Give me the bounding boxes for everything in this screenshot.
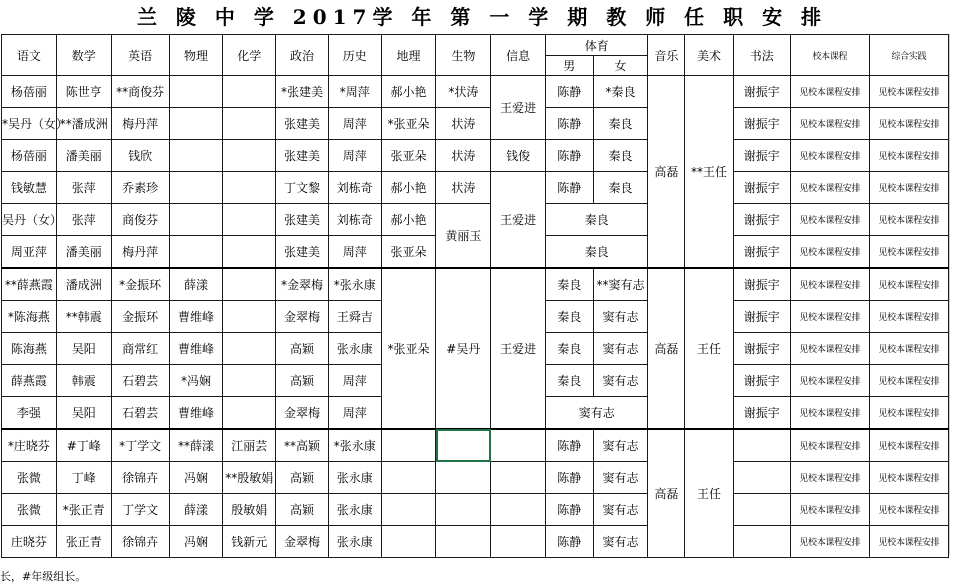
cell-tiyu[interactable]: 窦有志 bbox=[546, 397, 648, 430]
cell-zonghe[interactable]: 见校本课程安排 bbox=[869, 526, 948, 558]
cell-nan[interactable]: 陈静 bbox=[546, 526, 593, 558]
cell-shufa[interactable]: 谢振宇 bbox=[733, 76, 790, 108]
table-row bbox=[2, 204, 949, 236]
cell-yingyu[interactable]: 梅丹萍 bbox=[111, 236, 169, 269]
cell-wuli[interactable] bbox=[169, 108, 223, 140]
cell-shengwu[interactable]: 状涛 bbox=[436, 108, 491, 140]
cell-huaxue[interactable] bbox=[223, 236, 276, 269]
cell-zhengzhi[interactable]: 高颖 bbox=[276, 365, 329, 397]
cell-nan[interactable]: 秦良 bbox=[546, 333, 593, 365]
cell-shuxue[interactable]: 张正青 bbox=[56, 526, 111, 558]
cell-shufa[interactable]: 谢振宇 bbox=[733, 397, 790, 430]
cell-shufa[interactable]: 谢振宇 bbox=[733, 301, 790, 333]
cell-yuwen[interactable]: 吴丹（女） bbox=[2, 204, 57, 236]
cell-xiaoben[interactable]: 见校本课程安排 bbox=[790, 108, 869, 140]
cell-wuli[interactable] bbox=[169, 236, 223, 269]
cell-xinxi[interactable] bbox=[491, 462, 546, 494]
cell-shuxue[interactable]: 潘美丽 bbox=[56, 236, 111, 269]
cell-huaxue[interactable] bbox=[223, 365, 276, 397]
cell-shuxue[interactable]: 张萍 bbox=[56, 204, 111, 236]
cell-lishi[interactable]: 刘栋奇 bbox=[328, 172, 381, 204]
table-row bbox=[2, 494, 949, 526]
cell-yingyu[interactable]: *金振环 bbox=[111, 268, 169, 301]
cell-dili[interactable]: 张亚朵 bbox=[381, 140, 436, 172]
cell-shufa[interactable]: 谢振宇 bbox=[733, 204, 790, 236]
cell-huaxue[interactable] bbox=[223, 301, 276, 333]
cell-xiaoben[interactable]: 见校本课程安排 bbox=[790, 204, 869, 236]
cell-meishu[interactable]: 王任 bbox=[685, 268, 734, 429]
cell-zonghe[interactable]: 见校本课程安排 bbox=[869, 108, 948, 140]
cell-zonghe[interactable]: 见校本课程安排 bbox=[869, 204, 948, 236]
cell-zonghe[interactable]: 见校本课程安排 bbox=[869, 397, 948, 430]
cell-zhengzhi[interactable]: 高颖 bbox=[276, 333, 329, 365]
cell-xiaoben[interactable]: 见校本课程安排 bbox=[790, 140, 869, 172]
cell-zhengzhi[interactable]: *张建美 bbox=[276, 76, 329, 108]
cell-yuwen[interactable]: 薛燕霞 bbox=[2, 365, 57, 397]
cell-tiyu[interactable]: 秦良 bbox=[546, 236, 648, 269]
cell-nan[interactable]: 秦良 bbox=[546, 365, 593, 397]
cell-wuli[interactable]: 曹维峰 bbox=[169, 301, 223, 333]
cell-yuwen[interactable]: 杨蓓丽 bbox=[2, 140, 57, 172]
cell-yingyu[interactable]: 石碧芸 bbox=[111, 397, 169, 430]
cell-yingyu[interactable]: 丁学文 bbox=[111, 494, 169, 526]
cell-dili[interactable] bbox=[381, 462, 436, 494]
cell-xiaoben[interactable]: 见校本课程安排 bbox=[790, 494, 869, 526]
header-tiyu[interactable]: 体育 bbox=[546, 35, 648, 56]
cell-zhengzhi[interactable]: 丁文黎 bbox=[276, 172, 329, 204]
cell-huaxue[interactable] bbox=[223, 76, 276, 108]
cell-shuxue[interactable]: *张正青 bbox=[56, 494, 111, 526]
grid-edge bbox=[949, 34, 965, 555]
cell-nv[interactable]: 窦有志 bbox=[593, 462, 648, 494]
cell-huaxue[interactable]: 江丽芸 bbox=[223, 429, 276, 462]
cell-shufa[interactable]: 谢振宇 bbox=[733, 236, 790, 269]
cell-wuli[interactable] bbox=[169, 76, 223, 108]
cell-lishi[interactable]: *周萍 bbox=[328, 76, 381, 108]
cell-zonghe[interactable]: 见校本课程安排 bbox=[869, 140, 948, 172]
cell-huaxue[interactable]: 殷敏娟 bbox=[223, 494, 276, 526]
table-row bbox=[2, 108, 949, 140]
cell-huaxue[interactable] bbox=[223, 172, 276, 204]
header-yingyu[interactable]: 英语 bbox=[111, 35, 169, 76]
cell-zonghe[interactable]: 见校本课程安排 bbox=[869, 268, 948, 301]
header-xiaoben[interactable]: 校本课程 bbox=[790, 35, 869, 76]
cell-wuli[interactable] bbox=[169, 140, 223, 172]
cell-huaxue[interactable] bbox=[223, 204, 276, 236]
cell-xiaoben[interactable]: 见校本课程安排 bbox=[790, 301, 869, 333]
cell-nan[interactable]: 陈静 bbox=[546, 429, 593, 462]
cell-lishi[interactable]: 张永康 bbox=[328, 333, 381, 365]
cell-zhengzhi[interactable]: 金翠梅 bbox=[276, 526, 329, 558]
cell-dili[interactable] bbox=[381, 429, 436, 462]
cell-shengwu[interactable] bbox=[436, 526, 491, 558]
cell-huaxue[interactable] bbox=[223, 397, 276, 430]
cell-zhengzhi[interactable]: 高颖 bbox=[276, 462, 329, 494]
cell-nan[interactable]: 秦良 bbox=[546, 268, 593, 301]
cell-nan[interactable]: 陈静 bbox=[546, 76, 593, 108]
cell-yuwen[interactable]: 周亚萍 bbox=[2, 236, 57, 269]
cell-yingyu[interactable]: 金振环 bbox=[111, 301, 169, 333]
cell-xinxi[interactable] bbox=[491, 526, 546, 558]
cell-dili[interactable]: 张亚朵 bbox=[381, 236, 436, 269]
cell-shufa[interactable] bbox=[733, 462, 790, 494]
cell-zonghe[interactable]: 见校本课程安排 bbox=[869, 236, 948, 269]
cell-shufa[interactable] bbox=[733, 526, 790, 558]
cell-xinxi[interactable]: 王爱进 bbox=[491, 76, 546, 140]
cell-xiaoben[interactable]: 见校本课程安排 bbox=[790, 268, 869, 301]
table-row bbox=[2, 140, 949, 172]
cell-wuli[interactable]: 冯娴 bbox=[169, 462, 223, 494]
cell-shuxue[interactable]: **韩震 bbox=[56, 301, 111, 333]
cell-dili[interactable]: 郝小艳 bbox=[381, 76, 436, 108]
cell-lishi[interactable]: 周萍 bbox=[328, 108, 381, 140]
cell-dili[interactable]: *张亚朵 bbox=[381, 108, 436, 140]
cell-yuwen[interactable]: *庄晓芬 bbox=[2, 429, 57, 462]
cell-yuwen[interactable]: 庄晓芬 bbox=[2, 526, 57, 558]
cell-shufa[interactable]: 谢振宇 bbox=[733, 140, 790, 172]
cell-xiaoben[interactable]: 见校本课程安排 bbox=[790, 462, 869, 494]
cell-dili[interactable]: *张亚朵 bbox=[381, 268, 436, 429]
cell-huaxue[interactable]: 钱新元 bbox=[223, 526, 276, 558]
footnote: 长，#年级组长。 bbox=[0, 570, 87, 583]
cell-yinyue[interactable]: 高磊 bbox=[648, 429, 685, 558]
cell-shufa[interactable]: 谢振宇 bbox=[733, 108, 790, 140]
cell-wuli[interactable]: 薛漾 bbox=[169, 494, 223, 526]
cell-shengwu[interactable]: 状涛 bbox=[436, 172, 491, 204]
cell-yuwen[interactable]: **薛燕霞 bbox=[2, 268, 57, 301]
cell-yingyu[interactable]: 徐锦卉 bbox=[111, 462, 169, 494]
cell-nv[interactable]: 窦有志 bbox=[593, 494, 648, 526]
table-row bbox=[2, 172, 949, 204]
cell-lishi[interactable]: 张永康 bbox=[328, 494, 381, 526]
page-title: 兰 陵 中 学 2017学 年 第 一 学 期 教 师 任 职 安 排 bbox=[136, 5, 828, 29]
cell-shengwu[interactable] bbox=[436, 494, 491, 526]
cell-xiaoben[interactable]: 见校本课程安排 bbox=[790, 333, 869, 365]
cell-yinyue[interactable]: 高磊 bbox=[648, 268, 685, 429]
header-xinxi[interactable]: 信息 bbox=[491, 35, 546, 76]
cell-nan[interactable]: 陈静 bbox=[546, 140, 593, 172]
cell-zhengzhi[interactable]: 金翠梅 bbox=[276, 397, 329, 430]
cell-wuli[interactable]: 薛漾 bbox=[169, 268, 223, 301]
cell-shufa[interactable]: 谢振宇 bbox=[733, 333, 790, 365]
cell-xiaoben[interactable]: 见校本课程安排 bbox=[790, 397, 869, 430]
header-shengwu[interactable]: 生物 bbox=[436, 35, 491, 76]
cell-nv[interactable]: 秦良 bbox=[593, 172, 648, 204]
cell-yuwen[interactable]: 张微 bbox=[2, 494, 57, 526]
cell-wuli[interactable]: 曹维峰 bbox=[169, 397, 223, 430]
cell-xinxi[interactable]: 王爱进 bbox=[491, 268, 546, 429]
cell-zonghe[interactable]: 见校本课程安排 bbox=[869, 333, 948, 365]
cell-yuwen[interactable]: 杨蓓丽 bbox=[2, 76, 57, 108]
cell-shengwu[interactable]: 状涛 bbox=[436, 140, 491, 172]
cell-shengwu[interactable]: 黄丽玉 bbox=[436, 204, 491, 269]
cell-huaxue[interactable] bbox=[223, 268, 276, 301]
header-shuxue[interactable]: 数学 bbox=[56, 35, 111, 76]
cell-yuwen[interactable]: 钱敏慧 bbox=[2, 172, 57, 204]
cell-nan[interactable]: 陈静 bbox=[546, 172, 593, 204]
cell-wuli[interactable]: *冯娴 bbox=[169, 365, 223, 397]
cell-wuli[interactable]: 曹维峰 bbox=[169, 333, 223, 365]
cell-lishi[interactable]: 张永康 bbox=[328, 462, 381, 494]
cell-shuxue[interactable]: 韩震 bbox=[56, 365, 111, 397]
cell-dili[interactable] bbox=[381, 526, 436, 558]
cell-xiaoben[interactable]: 见校本课程安排 bbox=[790, 236, 869, 269]
cell-yuwen[interactable]: 陈海燕 bbox=[2, 333, 57, 365]
header-huaxue[interactable]: 化学 bbox=[223, 35, 276, 76]
cell-zhengzhi[interactable]: *金翠梅 bbox=[276, 268, 329, 301]
cell-shengwu[interactable]: *状涛 bbox=[436, 76, 491, 108]
header-dili[interactable]: 地理 bbox=[381, 35, 436, 76]
cell-yingyu[interactable]: 乔素珍 bbox=[111, 172, 169, 204]
cell-xiaoben[interactable]: 见校本课程安排 bbox=[790, 172, 869, 204]
cell-nan[interactable]: 陈静 bbox=[546, 108, 593, 140]
cell-shuxue[interactable]: 吴阳 bbox=[56, 333, 111, 365]
cell-nv[interactable]: 窦有志 bbox=[593, 333, 648, 365]
cell-dili[interactable]: 郝小艳 bbox=[381, 204, 436, 236]
cell-xiaoben[interactable]: 见校本课程安排 bbox=[790, 365, 869, 397]
cell-shuxue[interactable]: 潘成洲 bbox=[56, 268, 111, 301]
table-row bbox=[2, 268, 949, 301]
cell-zonghe[interactable]: 见校本课程安排 bbox=[869, 301, 948, 333]
cell-yingyu[interactable]: 商常红 bbox=[111, 333, 169, 365]
cell-shengwu[interactable]: #吴丹 bbox=[436, 268, 491, 429]
cell-huaxue[interactable] bbox=[223, 140, 276, 172]
table-row bbox=[2, 462, 949, 494]
cell-shuxue[interactable]: 吴阳 bbox=[56, 397, 111, 430]
cell-yingyu[interactable]: *丁学文 bbox=[111, 429, 169, 462]
header-yuwen[interactable]: 语文 bbox=[2, 35, 57, 76]
cell-yingyu[interactable]: 徐锦卉 bbox=[111, 526, 169, 558]
cell-shufa[interactable]: 谢振宇 bbox=[733, 268, 790, 301]
cell-lishi[interactable]: 张永康 bbox=[328, 526, 381, 558]
header-zonghe[interactable]: 综合实践 bbox=[869, 35, 948, 76]
cell-lishi[interactable]: 周萍 bbox=[328, 365, 381, 397]
cell-lishi[interactable]: 刘栋奇 bbox=[328, 204, 381, 236]
cell-zhengzhi[interactable]: 张建美 bbox=[276, 108, 329, 140]
cell-zonghe[interactable]: 见校本课程安排 bbox=[869, 462, 948, 494]
table-row bbox=[2, 76, 949, 108]
cell-shuxue[interactable]: 丁峰 bbox=[56, 462, 111, 494]
cell-yingyu[interactable]: 钱欣 bbox=[111, 140, 169, 172]
cell-yuwen[interactable]: 李强 bbox=[2, 397, 57, 430]
cell-yingyu[interactable]: **商俊芬 bbox=[111, 76, 169, 108]
cell-yingyu[interactable]: 商俊芬 bbox=[111, 204, 169, 236]
cell-nv[interactable]: **窦有志 bbox=[593, 268, 648, 301]
cell-xinxi[interactable]: 钱俊 bbox=[491, 140, 546, 172]
cell-wuli[interactable] bbox=[169, 204, 223, 236]
cell-nv[interactable]: 窦有志 bbox=[593, 301, 648, 333]
cell-shufa[interactable] bbox=[733, 429, 790, 462]
header-yinyue[interactable]: 音乐 bbox=[648, 35, 685, 76]
table-row bbox=[2, 429, 949, 462]
table-row bbox=[2, 526, 949, 558]
cell-nan[interactable]: 陈静 bbox=[546, 462, 593, 494]
cell-yuwen[interactable]: *陈海燕 bbox=[2, 301, 57, 333]
header-lishi[interactable]: 历史 bbox=[328, 35, 381, 76]
cell-nv[interactable]: 秦良 bbox=[593, 108, 648, 140]
cell-huaxue[interactable] bbox=[223, 108, 276, 140]
cell-lishi[interactable]: 周萍 bbox=[328, 140, 381, 172]
cell-lishi[interactable]: *张永康 bbox=[328, 268, 381, 301]
cell-zhengzhi[interactable]: 张建美 bbox=[276, 140, 329, 172]
cell-shuxue[interactable]: 潘美丽 bbox=[56, 140, 111, 172]
cell-dili[interactable]: 郝小艳 bbox=[381, 172, 436, 204]
cell-nv[interactable]: 秦良 bbox=[593, 140, 648, 172]
cell-nan[interactable]: 秦良 bbox=[546, 301, 593, 333]
cell-zhengzhi[interactable]: **高颖 bbox=[276, 429, 329, 462]
header-meishu[interactable]: 美术 bbox=[685, 35, 734, 76]
cell-yingyu[interactable]: 石碧芸 bbox=[111, 365, 169, 397]
cell-xiaoben[interactable]: 见校本课程安排 bbox=[790, 526, 869, 558]
cell-zonghe[interactable]: 见校本课程安排 bbox=[869, 494, 948, 526]
cell-yinyue[interactable]: 高磊 bbox=[648, 76, 685, 269]
cell-zonghe[interactable]: 见校本课程安排 bbox=[869, 76, 948, 108]
header-shufa[interactable]: 书法 bbox=[733, 35, 790, 76]
cell-nv[interactable]: 窦有志 bbox=[593, 526, 648, 558]
cell-nv[interactable]: 窦有志 bbox=[593, 429, 648, 462]
cell-shuxue[interactable]: #丁峰 bbox=[56, 429, 111, 462]
cell-shufa[interactable]: 谢振宇 bbox=[733, 172, 790, 204]
cell-wuli[interactable]: **薛漾 bbox=[169, 429, 223, 462]
cell-yuwen[interactable]: *吴丹（女） bbox=[2, 108, 57, 140]
cell-xinxi[interactable]: 王爱进 bbox=[491, 172, 546, 269]
cell-shuxue[interactable]: 张萍 bbox=[56, 172, 111, 204]
cell-shufa[interactable]: 谢振宇 bbox=[733, 365, 790, 397]
cell-xiaoben[interactable]: 见校本课程安排 bbox=[790, 429, 869, 462]
header-wuli[interactable]: 物理 bbox=[169, 35, 223, 76]
cell-nv[interactable]: *秦良 bbox=[593, 76, 648, 108]
cell-wuli[interactable]: 冯娴 bbox=[169, 526, 223, 558]
header-nan[interactable]: 男 bbox=[546, 56, 593, 76]
cell-nv[interactable]: 窦有志 bbox=[593, 365, 648, 397]
cell-shufa[interactable] bbox=[733, 494, 790, 526]
schedule-table bbox=[1, 34, 949, 558]
cell-xiaoben[interactable]: 见校本课程安排 bbox=[790, 76, 869, 108]
cell-lishi[interactable]: 周萍 bbox=[328, 397, 381, 430]
cell-zonghe[interactable]: 见校本课程安排 bbox=[869, 365, 948, 397]
cell-tiyu[interactable]: 秦良 bbox=[546, 204, 648, 236]
header-zhengzhi[interactable]: 政治 bbox=[276, 35, 329, 76]
cell-shengwu[interactable] bbox=[436, 462, 491, 494]
header-nv[interactable]: 女 bbox=[593, 56, 648, 76]
cell-huaxue[interactable] bbox=[223, 333, 276, 365]
cell-meishu[interactable]: 王任 bbox=[685, 429, 734, 558]
cell-zonghe[interactable]: 见校本课程安排 bbox=[869, 429, 948, 462]
cell-wuli[interactable] bbox=[169, 172, 223, 204]
cell-shuxue[interactable]: 陈世亨 bbox=[56, 76, 111, 108]
cell-lishi[interactable]: *张永康 bbox=[328, 429, 381, 462]
cell-zonghe[interactable]: 见校本课程安排 bbox=[869, 172, 948, 204]
cell-meishu[interactable]: **王任 bbox=[685, 76, 734, 269]
cell-zhengzhi[interactable]: 张建美 bbox=[276, 204, 329, 236]
cell-dili[interactable] bbox=[381, 494, 436, 526]
cell-yingyu[interactable]: 梅丹萍 bbox=[111, 108, 169, 140]
cell-shengwu[interactable] bbox=[436, 429, 491, 462]
cell-zhengzhi[interactable]: 张建美 bbox=[276, 236, 329, 269]
cell-lishi[interactable]: 周萍 bbox=[328, 236, 381, 269]
cell-xinxi[interactable] bbox=[491, 429, 546, 462]
cell-shuxue[interactable]: **潘成洲 bbox=[56, 108, 111, 140]
cell-yuwen[interactable]: 张微 bbox=[2, 462, 57, 494]
cell-zhengzhi[interactable]: 金翠梅 bbox=[276, 301, 329, 333]
cell-huaxue[interactable]: **殷敏娟 bbox=[223, 462, 276, 494]
cell-lishi[interactable]: 王舜吉 bbox=[328, 301, 381, 333]
cell-zhengzhi[interactable]: 高颖 bbox=[276, 494, 329, 526]
cell-nan[interactable]: 陈静 bbox=[546, 494, 593, 526]
cell-xinxi[interactable] bbox=[491, 494, 546, 526]
header-row bbox=[2, 35, 949, 56]
